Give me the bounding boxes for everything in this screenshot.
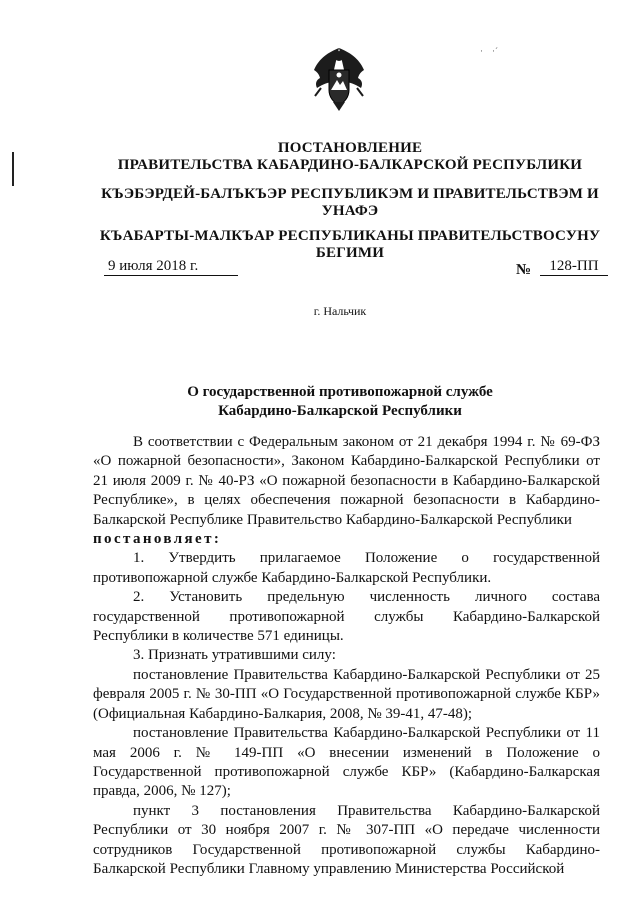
document-title <box>0 383 640 421</box>
header-kabardian-line2: УНАФЭ <box>321 203 379 219</box>
item-2: 2. Установить предельную численность личного состава государственной противопожарной службы Кабардино-Балкарской Республики в количестве 571 единицы. <box>93 589 600 645</box>
document-date: 9 июля 2018 г. <box>104 258 238 276</box>
scan-speck: · <box>480 46 483 56</box>
item-3c: пункт 3 постановления Правительства Кабардино-Балкарской Республики от 30 ноября 2007 г. № 307-ПП «О передаче численности сотрудников Государственной противопожарной службы Кабардино-Балкарской Республики Главному управлению Министерства Российской <box>93 802 600 877</box>
resolves-word: постановляет: <box>93 531 222 548</box>
header-government: ПРАВИТЕЛЬСТВА КАБАРДИНО-БАЛКАРСКОЙ РЕСПУБЛИКИ <box>117 157 583 173</box>
header-balkar-line1: КЪАБАРТЫ-МАЛКЪАР РЕСПУБЛИКАНЫ ПРАВИТЕЛЬСТВОСУНУ <box>99 228 601 244</box>
scan-speck: ·´ <box>492 46 498 56</box>
item-3a: постановление Правительства Кабардино-Балкарской Республики от 25 февраля 2005 г. № 30-ПП «О Государственной противопожарной службе КБР» (Официальная Кабардино-Балкария, 2008, № 39-41, 47-48); <box>93 666 600 722</box>
scan-margin-mark <box>12 152 14 186</box>
header-title: ПОСТАНОВЛЕНИЕ <box>277 140 423 156</box>
item-3: 3. Признать утратившими силу: <box>133 647 336 664</box>
title-line2: Кабардино-Балкарской Республики <box>218 403 462 419</box>
document-body <box>93 433 600 879</box>
coat-of-arms-icon <box>311 44 367 112</box>
header-balkar-line2: БЕГИМИ <box>315 245 385 261</box>
title-line1: О государственной противопожарной службе <box>187 384 493 400</box>
header-kabardian-line1: КЪЭБЭРДЕЙ-БАЛЪКЪЭР РЕСПУБЛИКЭМ И ПРАВИТЕЛЬСТВЭМ И <box>101 186 599 202</box>
preamble-paragraph: В соответствии с Федеральным законом от 21 декабря 1994 г. № 69-ФЗ «О пожарной безопасности», Законом Кабардино-Балкарской Республики от 21 июля 2009 г. № 40-РЗ «О пожарной безопасности в Кабардино-Балкарской Республике», в целях обеспечения пожарной безопасности в Кабардино-Балкарской Республике Правительство Кабардино-Балкарской Республики <box>93 434 600 528</box>
item-1: 1. Утвердить прилагаемое Положение о государственной противопожарной службе Кабардино-Балкарской Республики. <box>93 550 600 586</box>
document-number: 128-ПП <box>540 258 608 276</box>
number-label: № <box>516 262 532 278</box>
city: г. Нальчик <box>313 304 367 318</box>
item-3b: постановление Правительства Кабардино-Балкарской Республики от 11 мая 2006 г. № 149-ПП «О внесении изменений в Положение о Государственной противопожарной службе КБР» (Кабардино-Балкарская правда, 2006, № 127); <box>93 725 600 800</box>
